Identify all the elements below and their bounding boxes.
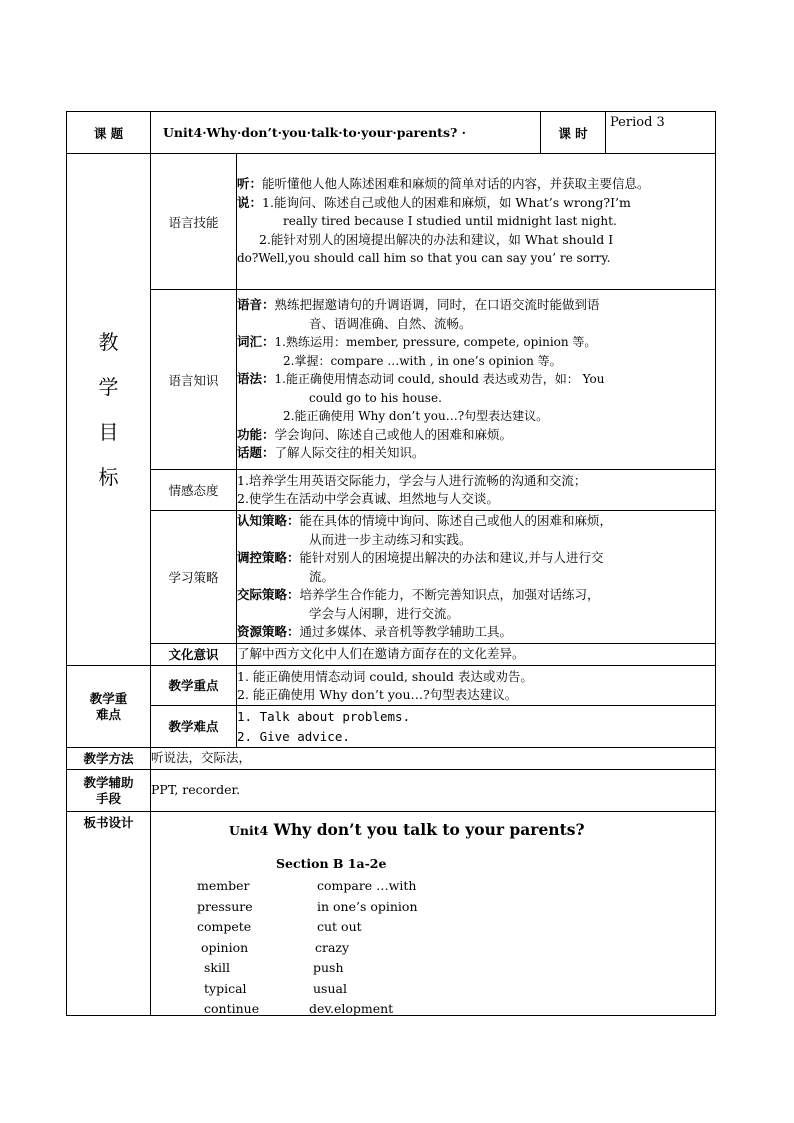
board-phrase: dev.elopment — [309, 1001, 394, 1016]
func-key: 功能： — [237, 426, 275, 442]
difficult-points-row — [67, 706, 716, 748]
vocab-2: 2.掌握：compare …with , in one’s opinion 等。 — [283, 353, 562, 368]
com-text-b: 学会与人闲聊，进行交流。 — [309, 605, 460, 621]
knowledge-label: 语言知识 — [151, 290, 237, 470]
objectives-char-1: 教 — [98, 329, 119, 354]
objectives-char-3: 目 — [98, 419, 119, 444]
board-phrase: crazy — [315, 939, 350, 955]
period-value: Period 3 — [606, 112, 716, 154]
culture-row — [67, 644, 716, 666]
attitude-line-2: 2.使学生在活动中学会真诚、坦然地与人交谈。 — [237, 491, 499, 506]
listen-key: 听： — [237, 176, 263, 192]
board-word: continue — [204, 1001, 260, 1016]
reg-text: 能针对别人的困境提出解决的办法和建议,并与人进行交 — [299, 550, 604, 566]
topic-label: 课 题 — [67, 112, 151, 154]
gram-key: 语法： — [237, 371, 275, 387]
keypoints-label-1: 教学重 — [89, 690, 128, 706]
skills-row — [67, 154, 716, 290]
attitude-row — [67, 470, 716, 511]
res-text: 通过多媒体、录音机等教学辅助工具。 — [299, 624, 513, 640]
key-1: 1. 能正确使用情态动词 could, should 表达或劝告。 — [237, 668, 533, 684]
vocab-1: 1.熟练运用：member, pressure, compete, opinion 等。 — [274, 335, 597, 350]
key-content — [237, 666, 716, 706]
key-label: 教学重点 — [151, 666, 237, 706]
gram-1b: could go to his house. — [309, 390, 442, 405]
skills-label: 语言技能 — [151, 154, 237, 290]
objectives-label — [67, 154, 151, 666]
func-text: 学会询问、陈述自己或他人的困难和麻烦。 — [274, 426, 513, 442]
strategy-content — [237, 511, 716, 644]
board-word: opinion — [201, 939, 249, 955]
board-word: typical — [204, 980, 247, 996]
board-title — [229, 820, 585, 839]
board-title-text: Why don’t you talk to your parents? — [268, 820, 585, 839]
pron-text: 熟练把握邀请句的升调语调，同时，在口语交流时能做到语 — [274, 297, 600, 313]
skills-content — [237, 154, 716, 290]
vocab-key: 词汇： — [237, 334, 275, 350]
topic-key: 话题： — [237, 445, 275, 461]
gram-1: 1.能正确使用情态动词 could, should 表达或劝告，如： You — [274, 372, 605, 387]
speak-1b: really tired because I studied until midnight last night. — [283, 214, 617, 229]
board-word: compete — [197, 919, 252, 934]
board-phrase: push — [313, 960, 344, 975]
board-word: skill — [204, 960, 230, 975]
strategy-row — [67, 511, 716, 644]
keypoints-label-2: 难点 — [95, 706, 121, 722]
board-word: member — [197, 878, 250, 893]
key-points-row — [67, 666, 716, 706]
objectives-char-2: 学 — [98, 374, 119, 399]
board-section: Section B 1a-2e — [276, 856, 387, 871]
aids-label-2: 手段 — [95, 790, 121, 806]
aids-label — [67, 770, 151, 812]
listen-text: 能听懂他人他人陈述困难和麻烦的简单对话的内容，并获取主要信息。 — [262, 176, 650, 192]
cog-key: 认知策略： — [237, 513, 300, 529]
res-key: 资源策略： — [237, 624, 300, 640]
lesson-plan-table — [66, 111, 716, 1016]
aids-row — [67, 770, 716, 812]
culture-label: 文化意识 — [151, 644, 237, 666]
com-text: 培养学生合作能力，不断完善知识点，加强对话练习， — [299, 587, 600, 603]
pron-key: 语音： — [237, 297, 275, 313]
board-phrase: cut out — [317, 919, 362, 934]
board-content — [151, 812, 716, 1016]
diff-label: 教学难点 — [151, 706, 237, 748]
strategy-label: 学习策略 — [151, 511, 237, 644]
keypoints-label — [67, 666, 151, 748]
diff-1: 1. Talk about problems. — [237, 708, 411, 724]
speak-2b: do?Well,you should call him so that you can say you’ re sorry. — [237, 251, 611, 266]
board-label: 板书设计 — [67, 812, 151, 1016]
board-word: pressure — [197, 898, 253, 914]
board-vocab-column-1 — [197, 876, 259, 1020]
header-row — [67, 112, 716, 154]
board-phrase: usual — [313, 980, 347, 996]
period-label: 课 时 — [541, 112, 606, 154]
attitude-line-1: 1.培养学生用英语交际能力，学会与人进行流畅的沟通和交流； — [237, 473, 587, 488]
board-phrase: in one’s opinion — [317, 898, 418, 914]
attitude-label: 情感态度 — [151, 470, 237, 511]
cog-text-b: 从而进一步主动练习和实践。 — [309, 531, 472, 547]
topic-value: Unit4·Why·don’t·you·talk·to·your·parents? · — [151, 112, 541, 154]
reg-text-b: 流。 — [309, 568, 335, 584]
board-phrase: compare …with — [317, 878, 417, 893]
board-vocab-column-2 — [301, 876, 418, 1020]
speak-2: 2.能针对别人的困境提出解决的办法和建议，如 What should I — [259, 231, 614, 247]
speak-1: 1.能询问、陈述自己或他人的困难和麻烦，如 What’s wrong?I’m — [262, 194, 631, 210]
objectives-char-4: 标 — [98, 464, 119, 489]
aids-label-1: 教学辅助 — [83, 774, 134, 790]
pron-text-b: 音、语调准确、自然、流畅。 — [309, 315, 472, 331]
cog-text: 能在具体的情境中询问、陈述自己或他人的困难和麻烦， — [299, 513, 613, 529]
aids-text: PPT, recorder. — [151, 770, 716, 812]
method-text: 听说法，交际法， — [151, 748, 716, 770]
reg-key: 调控策略： — [237, 550, 300, 566]
diff-content — [237, 706, 716, 748]
key-2: 2. 能正确使用 Why don’t you…?句型表达建议。 — [237, 686, 518, 702]
method-label: 教学方法 — [67, 748, 151, 770]
attitude-content — [237, 470, 716, 511]
culture-text: 了解中西方文化中人们在邀请方面存在的文化差异。 — [237, 644, 716, 666]
diff-2: 2. Give advice. — [237, 728, 350, 744]
method-row — [67, 748, 716, 770]
board-title-unit: Unit4 — [229, 823, 269, 838]
board-row — [67, 812, 716, 1016]
knowledge-content — [237, 290, 716, 470]
knowledge-row — [67, 290, 716, 470]
speak-key: 说： — [237, 194, 263, 210]
com-key: 交际策略： — [237, 587, 300, 603]
topic-text: 了解人际交往的相关知识。 — [274, 445, 425, 461]
gram-2: 2.能正确使用 Why don’t you…?句型表达建议。 — [283, 409, 549, 424]
